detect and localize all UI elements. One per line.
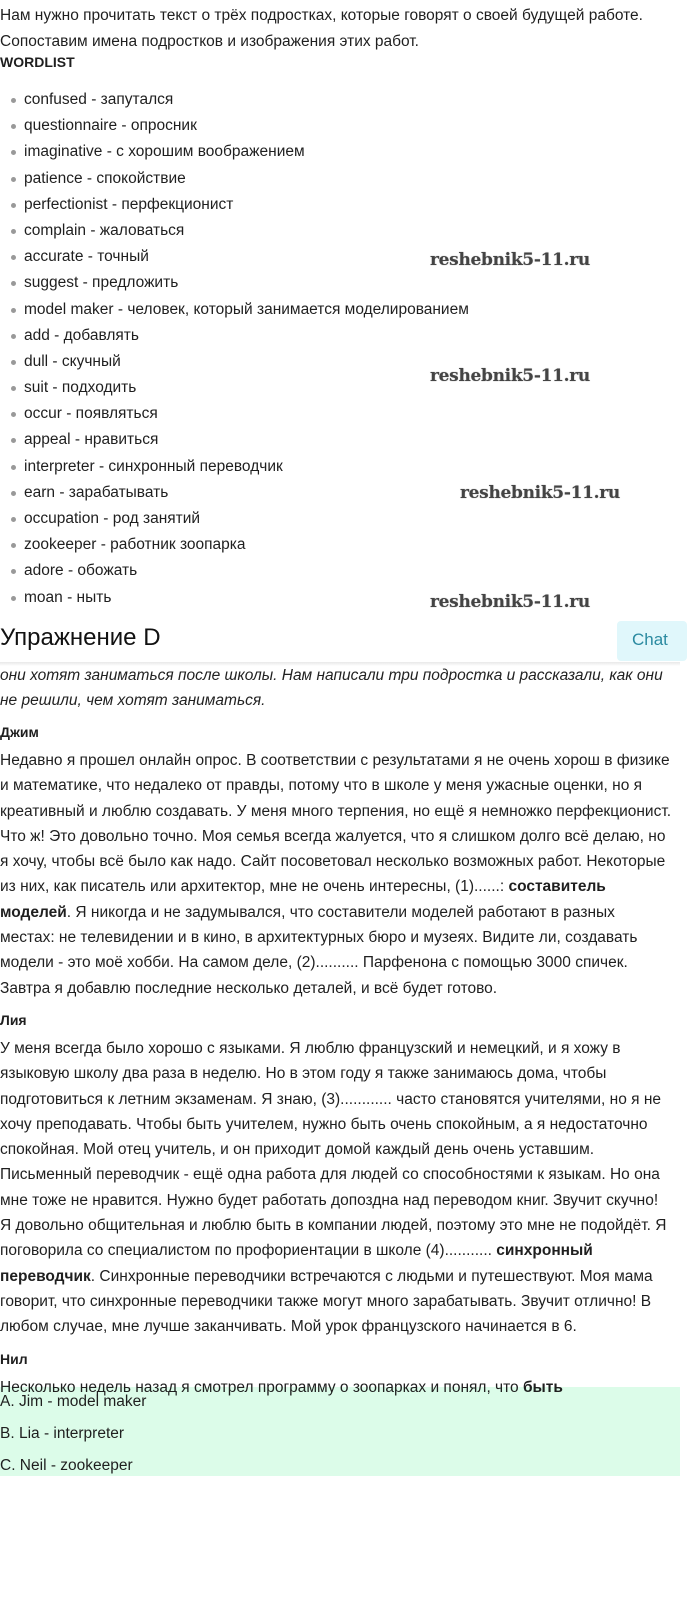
wordlist-item <box>0 113 469 139</box>
wordlist-item <box>0 166 469 192</box>
bullet-icon <box>11 596 16 601</box>
intro-text: Нам нужно прочитать текст о трёх подростках, которые говорят о своей будущей работе. Сопоставим имена подростков и изображения этих работ. <box>0 7 643 50</box>
jim-heading: Джим <box>0 724 39 740</box>
wordlist-item-text: patience - спокойствие <box>24 169 186 187</box>
lia-heading: Лия <box>0 1011 27 1028</box>
answer-c: C. Neil - zookeeper <box>0 1456 133 1474</box>
bullet-icon <box>11 150 16 155</box>
bullet-icon <box>11 438 16 443</box>
wordlist-item <box>0 139 469 165</box>
wordlist-item <box>0 323 469 349</box>
wordlist-section <box>0 0 680 618</box>
exercise-intro: они хотят заниматься после школы. Нам написали три подростка и рассказали, как они не решили, чем хотят заниматься. <box>0 667 663 709</box>
wordlist-item-text: questionnaire - опросник <box>24 117 197 135</box>
wordlist-item-text: imaginative - с хорошим воображением <box>24 143 305 161</box>
wordlist <box>0 87 469 611</box>
bullet-icon <box>11 412 16 417</box>
bullet-icon <box>11 491 16 496</box>
wordlist-item-text: suggest - предложить <box>24 274 179 292</box>
bullet-icon <box>11 334 16 339</box>
wordlist-item <box>0 218 469 244</box>
wordlist-item-text: adore - обожать <box>24 562 138 580</box>
watermark: reshebnik5-11.ru <box>430 366 590 386</box>
bullet-icon <box>11 124 16 129</box>
answer-a: A. Jim - model maker <box>0 1392 147 1410</box>
wordlist-item-text: model maker - человек, который занимается моделированием <box>24 300 469 318</box>
wordlist-item-text: accurate - точный <box>24 248 149 266</box>
bullet-icon <box>11 517 16 522</box>
bullet-icon <box>11 569 16 574</box>
bullet-icon <box>11 465 16 470</box>
wordlist-item <box>0 454 469 480</box>
lia-text <box>0 1036 672 1340</box>
bullet-icon <box>11 543 16 548</box>
bullet-icon <box>11 98 16 103</box>
jim-text-a: Недавно я прошел онлайн опрос. В соответствии с результатами я не очень хорош в физике и математике, что недалеко от правды, потому что в школе у меня ужасные оценки, но я креативный и люблю создавать. У меня много терпения, но ещё я немножко перфекционист. Что ж! Это довольно точно. Моя семья всегда жалуется, что я слишком долго всё делаю, но я хочу, чтобы всё было как надо. Сайт посоветовал несколько возможных работ. Некоторые из них, как писатель или архитектор, мне не очень интересны, (1)......: <box>0 752 672 896</box>
neil-text-bold: быть <box>522 1378 563 1396</box>
wordlist-item-text: occupation - род занятий <box>24 510 201 527</box>
lia-answer-bold: синхронный переводчик <box>0 1242 593 1285</box>
wordlist-item-text: earn - зарабатывать <box>24 483 169 501</box>
wordlist-item-text: add - добавлять <box>24 326 139 344</box>
wordlist-item <box>0 349 469 375</box>
wordlist-item-text: suit - подходить <box>24 379 137 397</box>
wordlist-item <box>0 297 469 323</box>
wordlist-item-text: confused - запутался <box>24 91 174 108</box>
wordlist-item-text: appeal - нравиться <box>24 431 159 449</box>
jim-answer-bold: составитель моделей <box>0 878 606 921</box>
wordlist-item-text: dull - скучный <box>24 352 121 370</box>
wordlist-item-text: interpreter - синхронный переводчик <box>24 457 283 475</box>
bullet-icon <box>11 203 16 208</box>
jim-text <box>0 748 672 1001</box>
watermark: reshebnik5-11.ru <box>460 483 620 503</box>
answer-box <box>0 1387 680 1476</box>
answer-b: B. Lia - interpreter <box>0 1424 125 1442</box>
wordlist-item <box>0 244 469 270</box>
exercise-header <box>0 618 680 662</box>
lia-text-b: . Синхронные переводчики встречаются с людьми и путешествуют. Моя мама говорит, что синхронные переводчики также могут много зарабатывать. Звучит отлично! В любом случае, мне лучше заканчивать. Мой урок французского начинается в 6. <box>0 1267 653 1336</box>
watermark: reshebnik5-11.ru <box>430 250 590 270</box>
jim-text-b: . Я никогда и не задумывался, что составители моделей работают в разных местах: не телевидении и в кино, в архитектурных бюро и музеях. Видите ли, создавать модели - это моё хобби. На самом деле, (2).......... Парфенона с помощью 3000 спичек. Завтра я добавлю последние несколько деталей, и всё будет готово. <box>0 903 638 997</box>
lia-text-a: У меня всегда было хорошо с языками. Я люблю французский и немецкий, и я хожу в языковую школу два раза в неделю. Но в этом году я также занимаюсь дома, чтобы подготовиться к летним экзаменам. Я знаю, (3)............ часто становятся учителями, но я не хочу преподавать. Чтобы быть учителем, нужно быть очень спокойным, а я недостаточно спокойная. Мой отец учитель, и он приходит домой каждый день очень уставшим. Письменный переводчик - ещё одна работа для людей со способностями к языкам. Но она мне тоже не нравится. Нужно будет работать допоздна над переводом книг. Звучит скучно! Я довольно общительная и люблю быть в компании людей, поэтому это мне не подойдёт. Я поговорила со специалистом по профориентации в школе (4)........... <box>0 1039 667 1260</box>
wordlist-item <box>0 532 469 558</box>
wordlist-item-text: zookeeper - работник зоопарка <box>24 536 246 554</box>
wordlist-item <box>0 270 469 296</box>
wordlist-item <box>0 87 469 113</box>
bullet-icon <box>11 360 16 365</box>
bullet-icon <box>11 281 16 286</box>
wordlist-item <box>0 427 469 453</box>
bullet-icon <box>11 177 16 182</box>
watermark: reshebnik5-11.ru <box>430 592 590 612</box>
wordlist-item <box>0 558 469 584</box>
wordlist-item <box>0 401 469 427</box>
wordlist-item <box>0 375 469 401</box>
wordlist-item <box>0 585 469 611</box>
neil-text <box>0 1375 672 1396</box>
wordlist-item-text: perfectionist - перфекционист <box>24 195 234 213</box>
wordlist-item-text: moan - ныть <box>24 588 112 606</box>
bullet-icon <box>11 308 16 313</box>
wordlist-item-text: complain - жаловаться <box>24 221 185 239</box>
wordlist-item <box>0 480 469 506</box>
wordlist-item <box>0 506 469 532</box>
wordlist-item <box>0 192 469 218</box>
chat-button[interactable]: Chat <box>617 621 687 661</box>
bullet-icon <box>11 255 16 260</box>
exercise-title: Упражнение D <box>0 624 161 651</box>
bullet-icon <box>11 386 16 391</box>
neil-text-a: Несколько недель назад я смотрел программу о зоопарках и понял, что <box>0 1378 523 1396</box>
wordlist-title: WORDLIST <box>0 54 75 70</box>
neil-heading: Нил <box>0 1350 28 1367</box>
wordlist-item-text: occur - появляться <box>24 405 158 423</box>
bullet-icon <box>11 229 16 234</box>
